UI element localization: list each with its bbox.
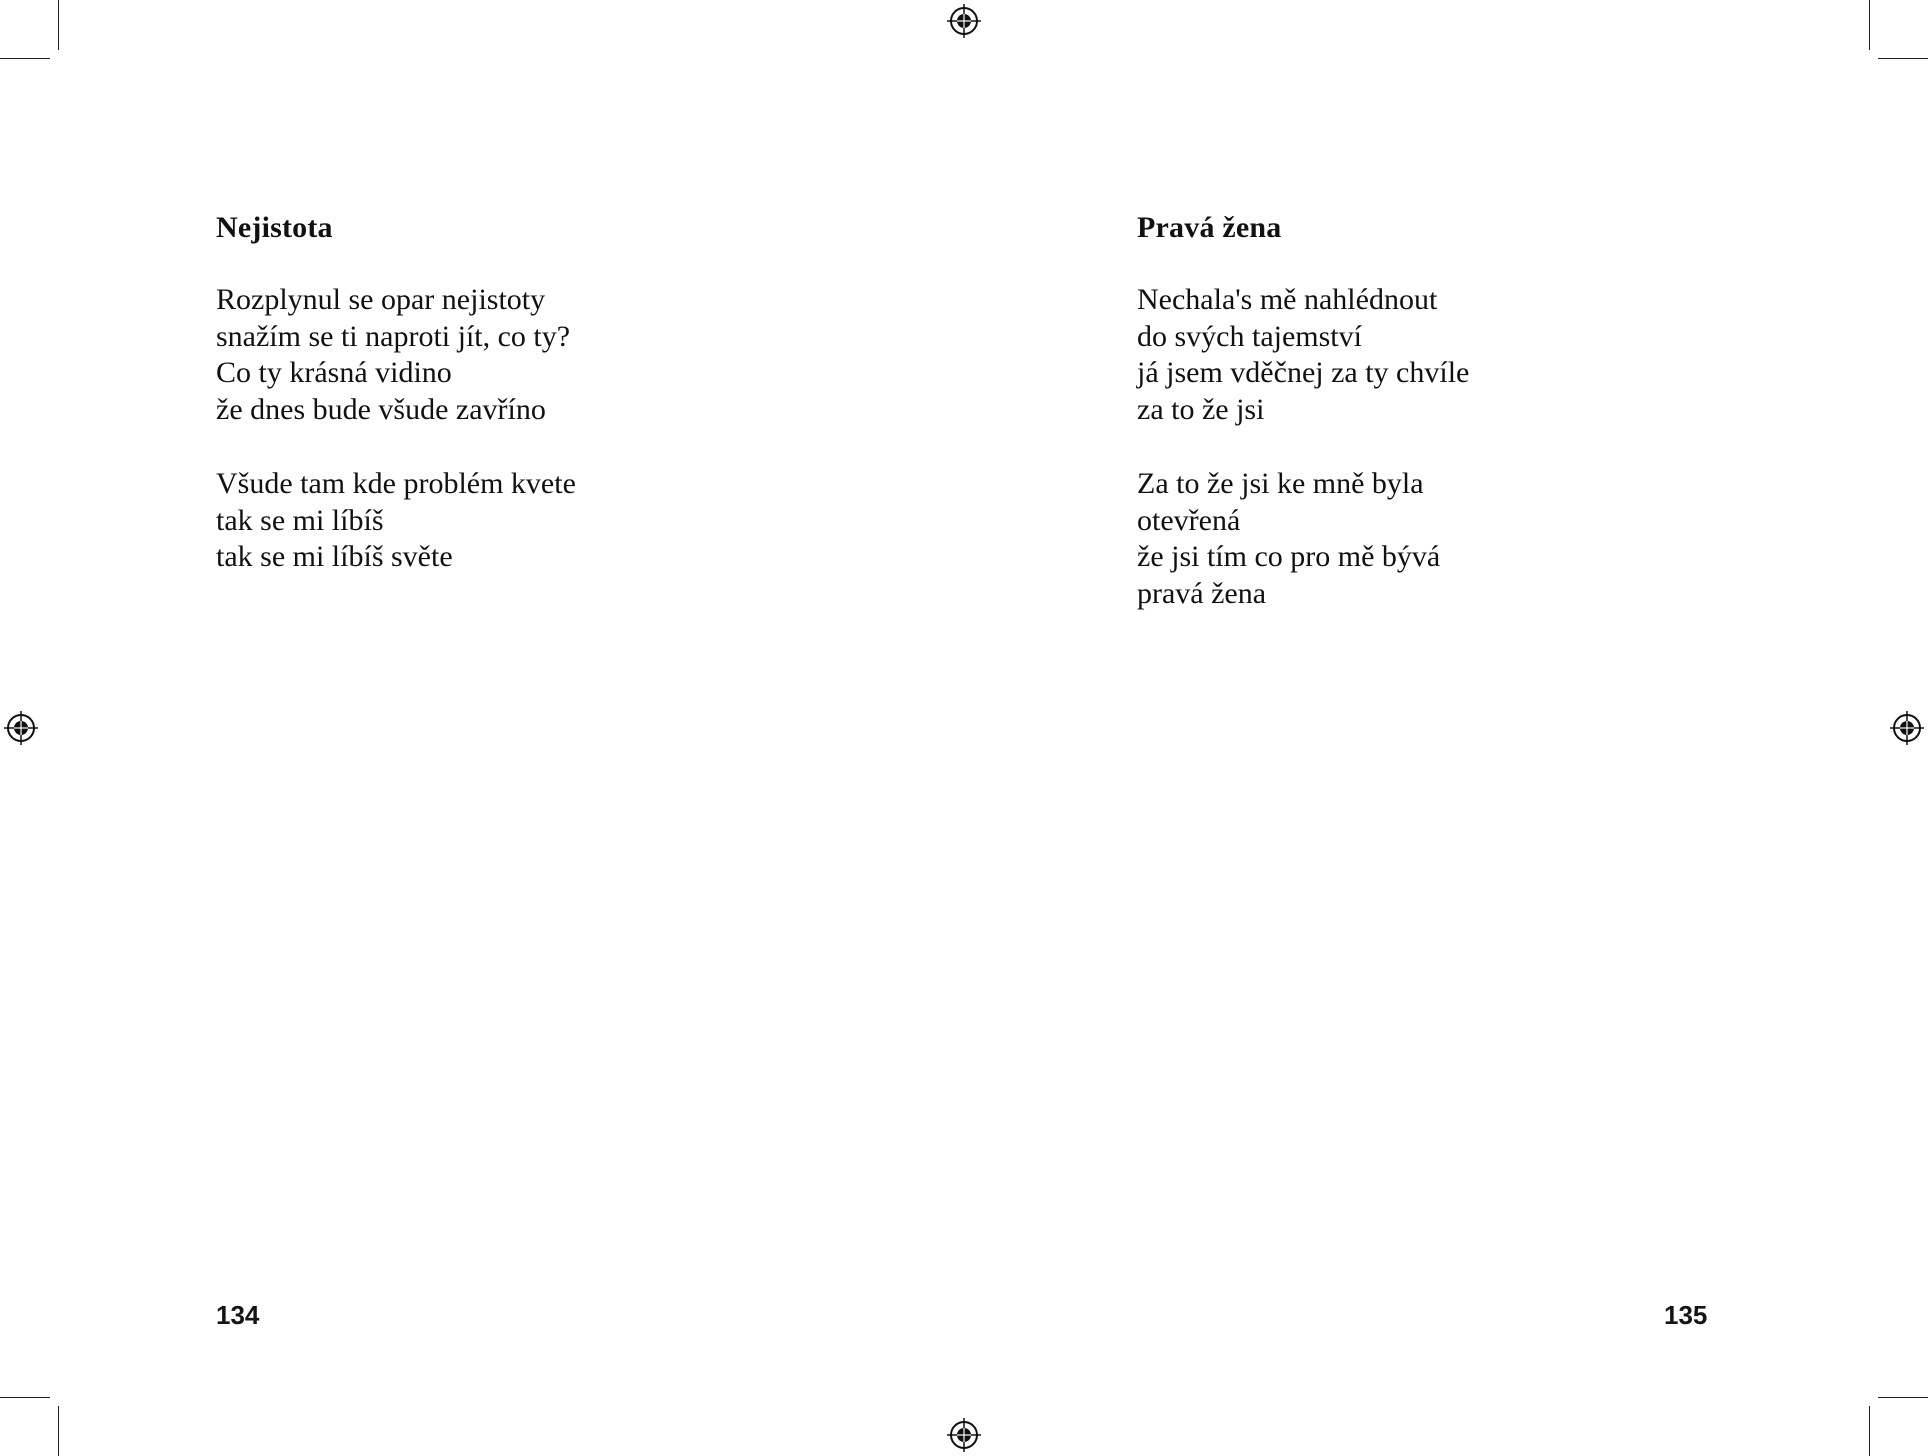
poem-line: do svých tajemství — [1137, 319, 1362, 353]
poem-title: Pravá žena — [1137, 211, 1282, 244]
crosshair-target-icon — [947, 1418, 981, 1452]
crop-mark — [0, 1397, 50, 1398]
poem-line: Všude tam kde problém kvete — [216, 466, 576, 500]
page-number: 135 — [1664, 1300, 1708, 1330]
poem-line: tak se mi líbíš světe — [216, 540, 453, 574]
poem-title: Nejistota — [216, 211, 333, 244]
crosshair-target-icon — [1890, 711, 1924, 745]
poem-line: Nechala's mě nahlédnout — [1137, 283, 1438, 316]
poem-line: že dnes bude všude zavříno — [216, 393, 546, 427]
crop-mark — [0, 58, 50, 59]
poem-line: snažím se ti naproti jít, co ty? — [216, 319, 571, 353]
poem-line: otevřená — [1137, 503, 1241, 537]
crop-mark — [1869, 1406, 1870, 1456]
crop-mark — [58, 1406, 59, 1456]
crop-mark — [58, 0, 59, 50]
poem-line: tak se mi líbíš — [216, 503, 384, 537]
poem-line: Rozplynul se opar nejistoty — [216, 283, 546, 316]
stanza — [1137, 466, 1469, 613]
poem-line: pravá žena — [1137, 576, 1267, 610]
stanza — [216, 466, 576, 576]
crosshair-target-icon — [947, 4, 981, 38]
poem-line: že jsi tím co pro mě bývá — [1137, 540, 1441, 574]
crop-mark — [1869, 0, 1870, 50]
stanza — [216, 282, 576, 429]
poem-line: Co ty krásná vidino — [216, 356, 452, 390]
poem-line: já jsem vděčnej za ty chvíle — [1137, 356, 1470, 390]
page-number: 134 — [216, 1300, 260, 1330]
poem-line: za to že jsi — [1137, 393, 1265, 427]
poem-line: Za to že jsi ke mně byla — [1137, 466, 1424, 500]
crop-mark — [1878, 58, 1928, 59]
poem-prava-zena — [1137, 208, 1469, 650]
crosshair-target-icon — [4, 711, 38, 745]
right-page — [964, 0, 1928, 1456]
poem-nejistota — [216, 208, 576, 613]
crop-mark — [1878, 1397, 1928, 1398]
stanza — [1137, 282, 1469, 429]
